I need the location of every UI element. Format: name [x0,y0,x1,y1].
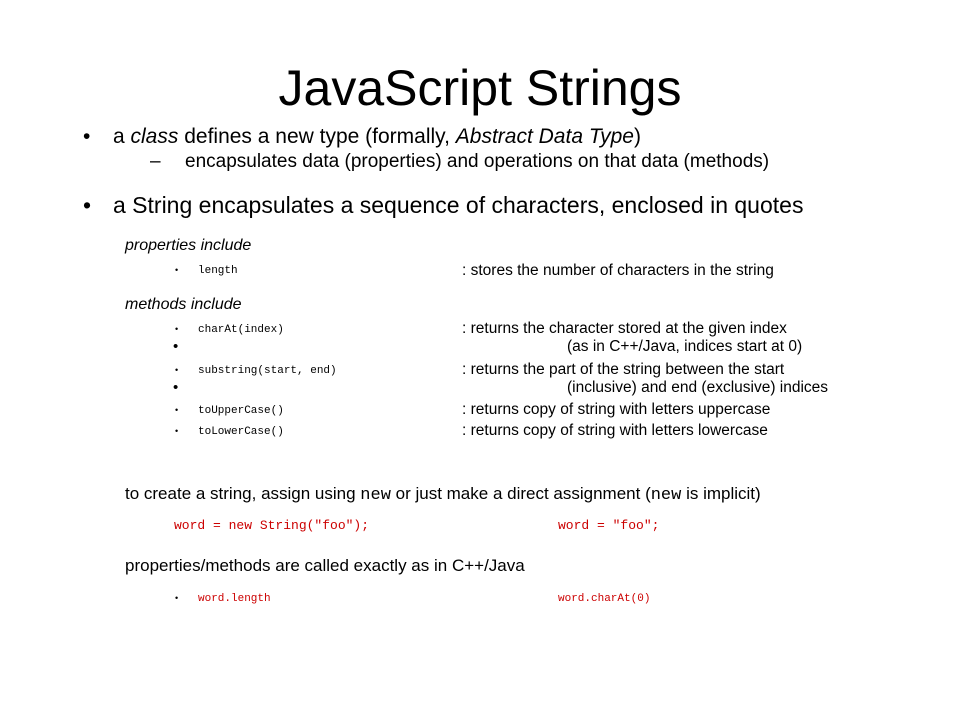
property-description: : stores the number of characters in the string [462,262,774,279]
calls-paragraph: properties/methods are called exactly as in C++/Java [125,556,525,575]
method-code: toUpperCase() [198,405,284,417]
bullet-marker: • [83,192,92,218]
code-keyword: new [650,486,682,505]
list-bullet: • [175,593,179,603]
italic-term: Abstract Data Type [455,125,634,148]
text-run: or just make a direct assignment ( [390,484,651,503]
italic-term: class [130,125,179,148]
text-run: a [113,125,131,148]
text-run: ) [633,125,641,148]
code-example-charat: word.charAt(0) [558,593,651,605]
list-bullet: • [173,338,179,355]
list-bullet: • [173,379,179,396]
method-code: charAt(index) [198,324,284,336]
code-example-direct-assign: word = "foo"; [558,518,660,533]
list-bullet: • [175,365,179,375]
code-example-new-string: word = new String("foo"); [174,518,370,533]
methods-heading: methods include [125,296,242,313]
code-example-length: word.length [198,593,271,605]
text-run: is implicit) [681,484,761,503]
property-code: length [198,265,238,277]
method-code: toLowerCase() [198,426,284,438]
create-string-paragraph [125,484,761,505]
method-description-continued: (inclusive) and end (exclusive) indices [567,379,829,396]
properties-heading: properties include [125,237,252,254]
code-keyword: new [360,486,391,505]
list-bullet: • [175,426,179,436]
text-run: to create a string, assign using [125,484,361,503]
list-bullet: • [175,265,179,275]
bullet-string-encapsulates: a String encapsulates a sequence of characters, enclosed in quotes [113,192,804,218]
list-bullet: • [175,324,179,334]
sub-bullet-encapsulates: encapsulates data (properties) and operations on that data (methods) [185,151,770,172]
method-description-continued: (as in C++/Java, indices start at 0) [567,338,803,355]
method-description: : returns the part of the string between the start [462,361,785,378]
sub-bullet-marker: – [150,151,161,172]
text-run: defines a new type (formally, [178,125,456,148]
slide-title: JavaScript Strings [278,60,682,116]
method-code: substring(start, end) [198,365,337,377]
method-description: : returns copy of string with letters lowercase [462,422,768,439]
bullet-marker: • [83,125,91,148]
method-description: : returns the character stored at the given index [462,320,787,337]
method-description: : returns copy of string with letters uppercase [462,401,771,418]
bullet-class-definition [113,125,641,149]
list-bullet: • [175,405,179,415]
